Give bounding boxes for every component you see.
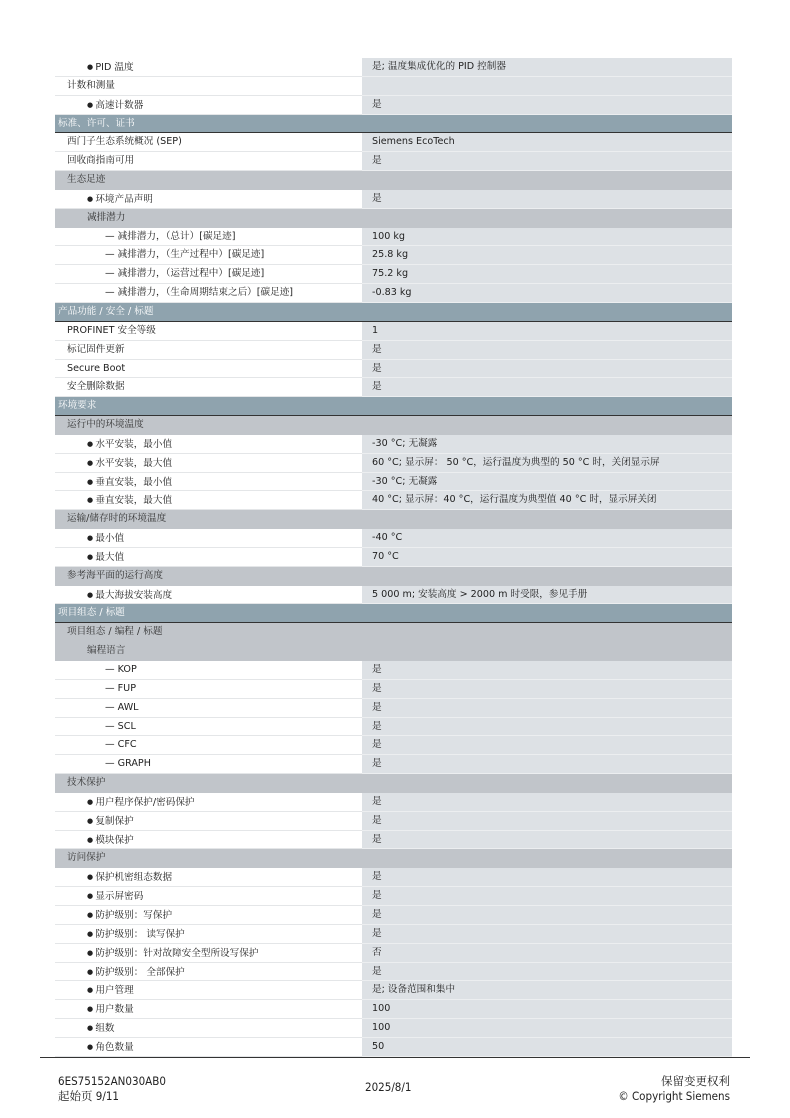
row-value: 是 [362,341,732,360]
row-label: ● 防护级别：针对故障安全型所设写保护 [55,944,362,963]
section-header: 产品功能 / 安全 / 标题 [55,303,732,322]
row-label: 安全删除数据 [55,378,362,397]
row-value: 是 [362,378,732,397]
table-row [55,586,732,605]
row-value: 是 [362,152,732,171]
table-row [55,133,732,152]
table-row [55,661,732,680]
row-label: ● 高速计数器 [55,96,362,115]
row-label: — AWL [55,699,362,718]
row-label: ● 水平安装，最小值 [55,435,362,454]
table-row [55,755,732,774]
row-value: -30 °C; 无凝露 [362,473,732,492]
table-row [55,736,732,755]
section-header: 环境要求 [55,397,732,416]
table-row [55,868,732,887]
table-row [55,963,732,982]
subsection-header [55,510,732,529]
page-number: 起始页 9/11 [58,1089,120,1103]
row-value: 是 [362,925,732,944]
table-row [55,228,732,247]
row-value: 是 [362,963,732,982]
row-value: 100 [362,1019,732,1038]
table-row [55,454,732,473]
row-value: 是; 温度集成优化的 PID 控制器 [362,58,732,77]
copyright: © Copyright Siemens [618,1089,730,1103]
row-label: 标记固件更新 [55,341,362,360]
table-row [55,548,732,567]
table-row [55,152,732,171]
row-label: ● PID 温度 [55,58,362,77]
row-label: 生态足迹 [67,174,106,186]
table-row [55,58,732,77]
row-label: ● 用户程序保护/密码保护 [55,793,362,812]
row-value: -0.83 kg [362,284,732,303]
footer-left [58,1074,166,1104]
order-number: 6ES75152AN030AB0 [58,1074,166,1088]
row-value: 是; 设备范围和集中 [362,981,732,1000]
row-value: 1 [362,322,732,341]
table-row [55,831,732,850]
table-row [55,906,732,925]
row-value: 100 [362,1000,732,1019]
subsection-header [55,623,732,642]
footer-right [618,1074,730,1104]
table-row [55,378,732,397]
table-row [55,680,732,699]
footer-date: 2025/8/1 [365,1080,412,1094]
row-value: 是 [362,699,732,718]
row-value [362,209,732,228]
table-row [55,793,732,812]
table-row [55,1000,732,1019]
table-row [55,1019,732,1038]
row-value [362,77,732,96]
row-value [362,642,732,661]
subsection-header [55,171,732,190]
row-value: 是 [362,190,732,209]
row-label: ● 组数 [55,1019,362,1038]
row-label: 技术保护 [67,777,106,789]
row-value: 否 [362,944,732,963]
row-label: — KOP [55,661,362,680]
table-row [55,360,732,379]
subsection-header [55,849,732,868]
table-row [55,322,732,341]
row-value: 是 [362,96,732,115]
row-label: ● 最小值 [55,529,362,548]
row-label: ● 垂直安装，最小值 [55,473,362,492]
row-label: — 减排潜力，（生命周期结束之后）[碳足迹] [55,284,362,303]
row-label: 参考海平面的运行高度 [67,569,163,581]
row-label: ● 用户管理 [55,981,362,1000]
table-row [55,925,732,944]
row-value: 是 [362,793,732,812]
table-row [55,981,732,1000]
table-row [55,473,732,492]
row-value: Siemens EcoTech [362,133,732,152]
subsection-header [55,416,732,435]
table-row [55,718,732,737]
row-value: 是 [362,887,732,906]
row-value: 是 [362,661,732,680]
rights-notice: 保留变更权利 [661,1074,730,1088]
table-row [55,435,732,454]
table-row [55,812,732,831]
row-value [362,416,732,435]
table-row [55,190,732,209]
table-row [55,529,732,548]
row-label: 运输/储存时的环境温度 [67,513,167,525]
row-label: — FUP [55,680,362,699]
row-label: ● 用户数量 [55,1000,362,1019]
row-value: -40 °C [362,529,732,548]
row-label: 西门子生态系统概况 (SEP) [55,133,362,152]
table-row [55,77,732,96]
row-label: 访问保护 [67,852,106,864]
table-row [55,887,732,906]
row-value: 100 kg [362,228,732,247]
table-row [55,284,732,303]
row-value: 70 °C [362,548,732,567]
row-label: — SCL [55,718,362,737]
table-row [55,246,732,265]
row-label: ● 防护级别： 读写保护 [55,925,362,944]
row-value [362,849,732,868]
section-header: 标准、许可、证书 [55,115,732,134]
row-value: 是 [362,812,732,831]
row-value [362,774,732,793]
row-value: 60 °C; 显示屏： 50 °C，运行温度为典型的 50 °C 时，关闭显示屏 [362,454,732,473]
row-value: 是 [362,906,732,925]
row-label: ● 复制保护 [55,812,362,831]
row-label: Secure Boot [55,360,362,379]
row-label: 回收商指南可用 [55,152,362,171]
row-value: 75.2 kg [362,265,732,284]
row-label: 计数和测量 [55,77,362,96]
table-row [55,699,732,718]
row-value: 是 [362,868,732,887]
row-label: — 减排潜力，（运营过程中）[碳足迹] [55,265,362,284]
table-row [55,1038,732,1057]
row-label: — CFC [55,736,362,755]
row-value: 是 [362,755,732,774]
row-label: ● 角色数量 [55,1038,362,1057]
row-label: 编程语言 [87,645,126,657]
table-row [55,944,732,963]
table-row [55,341,732,360]
row-value: -30 °C; 无凝露 [362,435,732,454]
row-label: 运行中的环境温度 [67,419,144,431]
table-row [55,491,732,510]
row-label: ● 保护机密组态数据 [55,868,362,887]
row-value: 是 [362,680,732,699]
table-row [55,96,732,115]
row-label: 项目组态 / 编程 / 标题 [67,626,163,638]
table-row [55,265,732,284]
row-value [362,623,732,642]
row-value: 25.8 kg [362,246,732,265]
row-label: — GRAPH [55,755,362,774]
subsection-header [55,209,732,228]
subsection-header [55,642,732,661]
row-label: ● 最大值 [55,548,362,567]
row-value: 是 [362,360,732,379]
row-label: ● 模块保护 [55,831,362,850]
row-value: 5 000 m; 安装高度 > 2000 m 时受限，参见手册 [362,586,732,605]
row-label: PROFINET 安全等级 [55,322,362,341]
row-value: 50 [362,1038,732,1057]
row-label: ● 垂直安装，最大值 [55,491,362,510]
row-label: ● 最大海拔安装高度 [55,586,362,605]
row-value: 是 [362,718,732,737]
row-value [362,567,732,586]
row-label: ● 防护级别：写保护 [55,906,362,925]
row-value: 40 °C; 显示屏：40 °C，运行温度为典型值 40 °C 时，显示屏关闭 [362,491,732,510]
row-value [362,171,732,190]
subsection-header [55,567,732,586]
row-label: 减排潜力 [87,211,126,223]
row-label: ● 水平安装，最大值 [55,454,362,473]
row-label: — 减排潜力，（总计）[碳足迹] [55,228,362,247]
row-label: — 减排潜力，（生产过程中）[碳足迹] [55,246,362,265]
row-label: ● 环境产品声明 [55,190,362,209]
row-label: ● 防护级别： 全部保护 [55,963,362,982]
row-value: 是 [362,831,732,850]
row-value: 是 [362,736,732,755]
subsection-header [55,774,732,793]
row-label: ● 显示屏密码 [55,887,362,906]
section-header: 项目组态 / 标题 [55,604,732,623]
row-value [362,510,732,529]
page-footer [40,1057,750,1103]
spec-table [55,58,732,1057]
